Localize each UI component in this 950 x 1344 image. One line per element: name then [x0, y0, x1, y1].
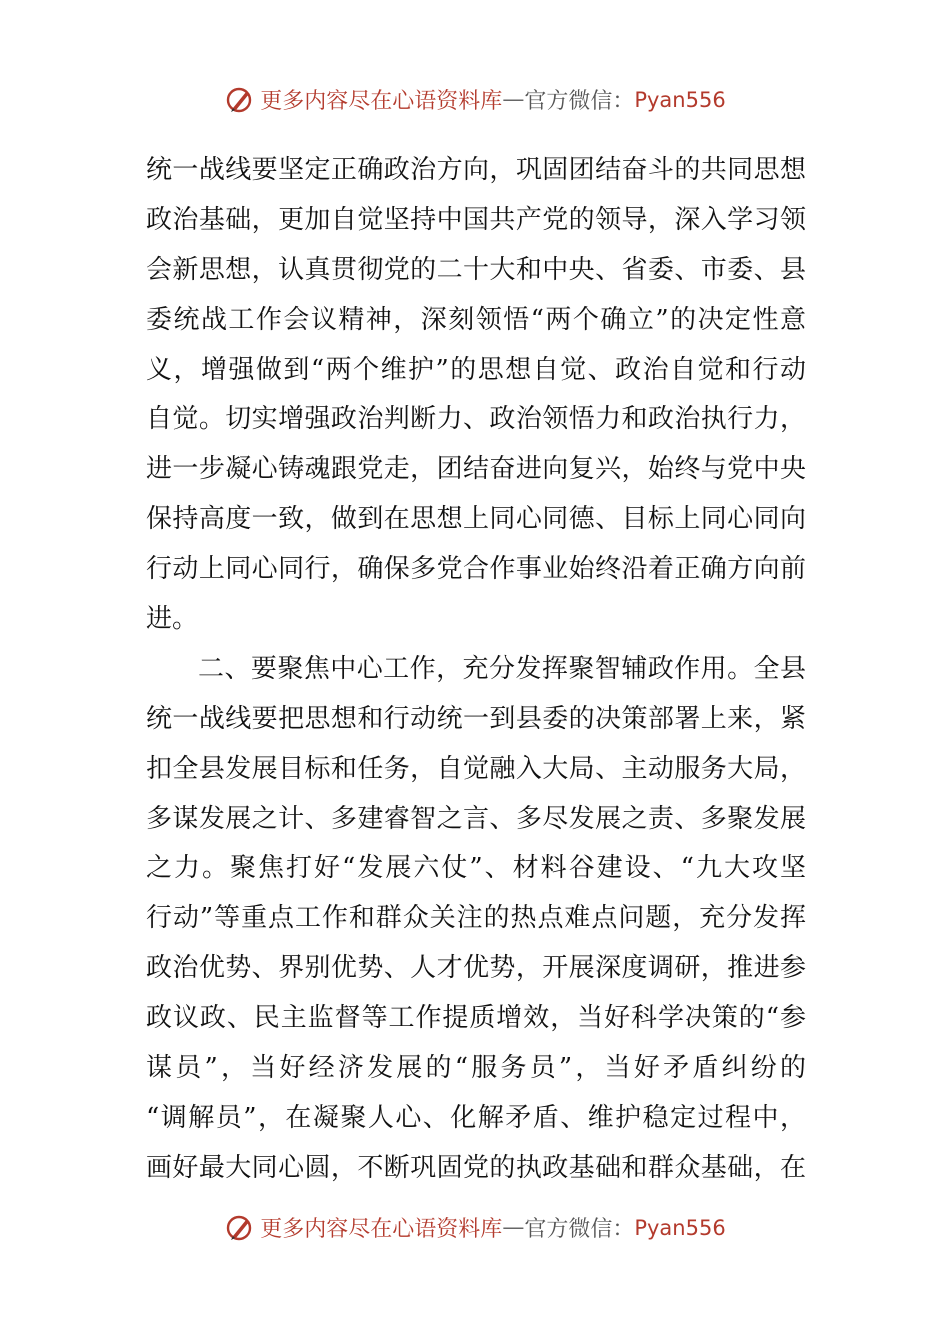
text-line: 政议政、民主监督等工作提质增效，当好科学决策的“参 — [146, 1003, 806, 1034]
text-line: 委统战工作会议精神，深刻领悟“两个确立”的决定性意 — [146, 304, 806, 335]
text-line: 多谋发展之计、多建睿智之言、多尽发展之责、多聚发展 — [146, 803, 806, 834]
text-line: 行动”等重点工作和群众关注的热点难点问题，充分发挥 — [146, 903, 806, 934]
text-line: 统一战线要把思想和行动统一到县委的决策部署上来，紧 — [146, 703, 806, 734]
text-line: 之力。聚焦打好“发展六仗”、材料谷建设、“九大攻坚 — [146, 853, 806, 884]
text-line: 政治优势、界别优势、人才优势，开展深度调研，推进参 — [146, 953, 806, 984]
text-line: 进。 — [146, 604, 199, 635]
text-line: 政治基础，更加自觉坚持中国共产党的领导，深入学习领 — [146, 204, 806, 235]
text-line: 义，增强做到“两个维护”的思想自觉、政治自觉和行动 — [146, 354, 806, 385]
watermark-wechat-label: 官方微信： — [524, 89, 635, 114]
footer-watermark — [0, 1212, 950, 1243]
text-line: 统一战线要坚定正确政治方向，巩固团结奋斗的共同思想 — [146, 155, 806, 185]
watermark-separator: — — [502, 87, 525, 112]
text-line: 自觉。切实增强政治判断力、政治领悟力和政治执行力， — [146, 404, 806, 435]
text-line: 谋员”，当好经济发展的“服务员”，当好矛盾纠纷的 — [146, 1053, 806, 1084]
pen-logo-icon — [224, 85, 254, 115]
watermark-wechat-label: 官方微信： — [524, 1217, 635, 1242]
text-line: 会新思想，认真贯彻党的二十大和中央、省委、市委、县 — [146, 254, 806, 285]
text-line: 扣全县发展目标和任务，自觉融入大局、主动服务大局， — [146, 753, 806, 784]
document-body — [146, 146, 806, 1194]
watermark-text: 更多内容尽在心语资料库 — [260, 89, 503, 114]
section-heading-line: 二、要聚焦中心工作，充分发挥聚智辅政作用。全县 — [198, 653, 806, 684]
watermark-wechat-id: Pyan556 — [634, 87, 726, 112]
watermark-text: 更多内容尽在心语资料库 — [260, 1217, 503, 1242]
text-line: 行动上同心同行，确保多党合作事业始终沿着正确方向前 — [146, 554, 806, 585]
text-line: 保持高度一致，做到在思想上同心同德、目标上同心同向 — [146, 504, 806, 535]
watermark-separator: — — [502, 1215, 525, 1240]
pen-logo-icon — [224, 1213, 254, 1243]
text-line: 画好最大同心圆，不断巩固党的执政基础和群众基础，在 — [146, 1152, 806, 1183]
text-line: “调解员”，在凝聚人心、化解矛盾、维护稳定过程中， — [146, 1102, 806, 1133]
text-line: 进一步凝心铸魂跟党走，团结奋进向复兴，始终与党中央 — [146, 454, 806, 485]
header-watermark — [0, 84, 950, 115]
watermark-wechat-id: Pyan556 — [634, 1215, 726, 1240]
